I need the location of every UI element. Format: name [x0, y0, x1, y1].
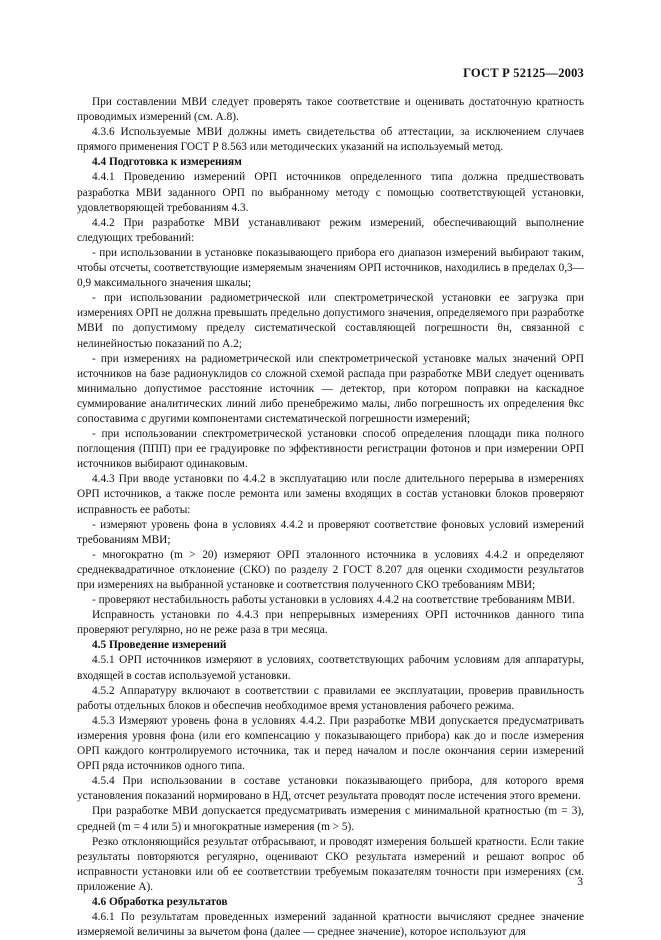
paragraph-4-5-1: 4.5.1 ОРП источников измеряют в условиях, соответствующих рабочим условиям для аппаратуры, входящей в состав используемой установки.	[77, 654, 584, 682]
paragraph-4-5-3: 4.5.3 Измеряют уровень фона в условиях 4.4.2. При разработке МВИ допускается предусматривать измерения уровня фона (или его компенсацию у показывающего прибора) как до и после измерения ОРП каждого контролируемого источника, так и перед началом и после окончания серии измерений ОРП ряда источников одного типа.	[77, 714, 584, 773]
paragraph-4-4-2: 4.4.2 При разработке МВИ устанавливают режим измерений, обеспечивающий выполнение следующих требований:	[77, 216, 584, 244]
paragraph-4-4-1: 4.4.1 Проведению измерений ОРП источников определенного типа должна предшествовать разработка МВИ заданного ОРП по выбранному методу с помощью соответствующей установки, удовлетворяющей требованиям 4.3.	[77, 171, 584, 214]
list-item: - при использовании радиометрической или спектрометрической установки ее загрузка при измерениях ОРП не должна превышать предельно допустимого значения, определяемого при разработке МВИ по допустимому пределу систематической составляющей погрешности θн, связанной с нелинейностью показаний по А.2;	[77, 292, 584, 350]
section-heading-4-4: 4.4 Подготовка к измерениям	[92, 156, 242, 169]
standard-header: ГОСТ Р 52125—2003	[463, 66, 584, 80]
paragraph-4-5-2: 4.5.2 Аппаратуру включают в соответствии с правилами ее эксплуатации, проверив правильность работы отдельных блоков и обеспечив необходимое время установления рабочего режима.	[77, 684, 584, 712]
paragraph: При разработке МВИ допускается предусматривать измерения с минимальной кратностью (m = 3), средней (m = 4 или 5) и многократные измерения (m > 5).	[77, 805, 584, 833]
list-item: - многократно (m > 20) измеряют ОРП эталонного источника в условиях 4.4.2 и определяют среднеквадратичное отклонение (СКО) по разделу 2 ГОСТ 8.207 для оценки сходимости результатов при измерениях на выбранной установке и соответствия полученного СКО требованиям МВИ;	[77, 548, 584, 591]
paragraph: Исправность установки по 4.4.3 при непрерывных измерениях ОРП источников данного типа проверяют регулярно, но не реже раза в три месяца.	[77, 609, 584, 637]
paragraph: Резко отклоняющийся результат отбрасывают, и проводят измерения большей кратности. Если такие результаты повторяются регулярно, оценивают СКО результата измерений и решают вопрос об исправности установки или об ее соответствии требуемым показателям точности при измерениях (см. приложение А).	[77, 835, 584, 893]
list-item: - при измерениях на радиометрической или спектрометрической установке малых значений ОРП источников на базе радионуклидов со сложной схемой распада при разработке МВИ следует оценивать минимально допустимое расстояние источник — детектор, при котором поправки на каскадное суммирование аналитических линий либо пренебрежимо малы, либо погрешность их определения θкс сопоставима с другими компонентами систематической погрешности измерений;	[77, 352, 584, 425]
section-heading-4-6: 4.6 Обработка результатов	[92, 895, 228, 908]
paragraph: При составлении МВИ следует проверять такое соответствие и оценивать достаточную кратность проводимых измерений (см. А.8).	[77, 96, 584, 124]
section-heading-4-5: 4.5 Проведение измерений	[92, 639, 227, 652]
paragraph-4-6-1: 4.6.1 По результатам проведенных измерений заданной кратности вычисляют среднее значение измеряемой величины за вычетом фона (далее — среднее значение), которое используют для	[77, 911, 584, 939]
paragraph-4-3-6: 4.3.6 Используемые МВИ должны иметь свидетельства об аттестации, за исключением случаев прямого применения ГОСТ Р 8.563 или методических указаний на используемый метод.	[77, 126, 584, 154]
page-number: 3	[577, 876, 583, 888]
list-item: - при использовании спектрометрической установки способ определения площади пика полного поглощения (ППП) при ее градуировке по эффективности регистрации фотонов и при измерении ОРП источников выбирают одинаковым.	[77, 428, 584, 471]
paragraph-4-4-3: 4.4.3 При вводе установки по 4.4.2 в эксплуатацию или после длительного перерыва в измерениях ОРП источников, а также после ремонта или замены входящих в состав установки блоков проверяют исправность ее работы:	[77, 473, 584, 516]
document-body	[77, 95, 584, 940]
list-item: - проверяют нестабильность работы установки в условиях 4.4.2 на соответствие требованиям МВИ.	[92, 594, 575, 607]
list-item: - при использовании в установке показывающего прибора его диапазон измерений выбирают таким, чтобы отсчеты, соответствующие измеряемым значениям ОРП источников, находились в пределах 0,3—0,9 максимального значения шкалы;	[77, 246, 584, 290]
paragraph-4-5-4: 4.5.4 При использовании в составе установки показывающего прибора, для которого время установления показаний нормировано в НД, отсчет результата проводят после истечения этого времени.	[77, 775, 584, 803]
list-item: - измеряют уровень фона в условиях 4.4.2 и проверяют соответствие фоновых условий измерений требованиям МВИ;	[77, 518, 584, 546]
